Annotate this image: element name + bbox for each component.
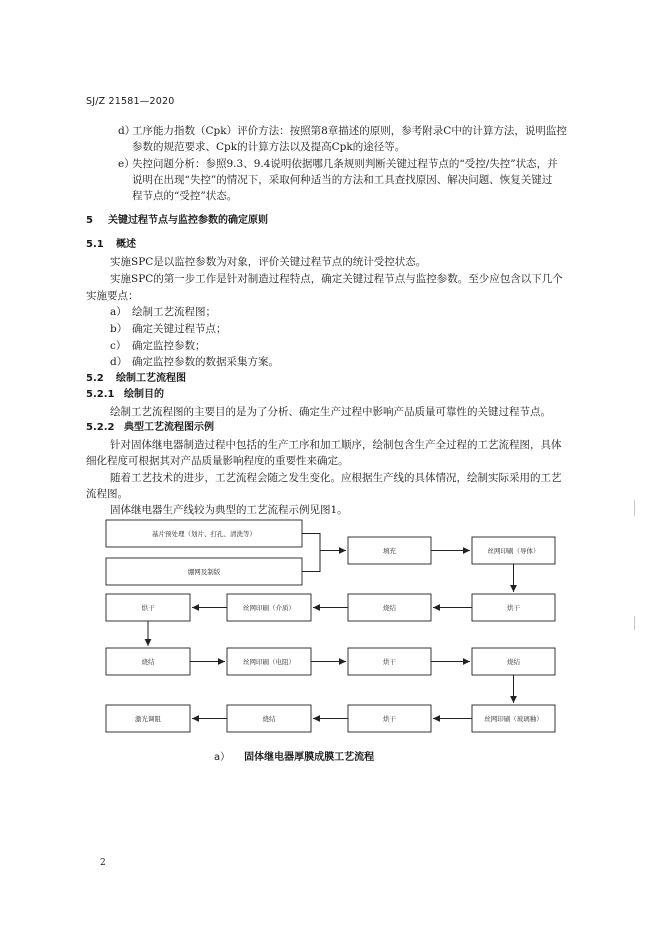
point-b-text: 确定关键过程节点；	[132, 323, 227, 335]
node-sinter-3	[472, 648, 555, 675]
section-5-2-2-para-3: 固体继电器生产线较为典型的工艺流程示例见图1。	[110, 504, 348, 516]
svg-text:烧结: 烧结	[383, 604, 396, 612]
section-5-2-2-para-1-line-1: 针对固体继电器制造过程中包括的生产工序和加工顺序，绘制包含生产全过程的工艺流程图，具体	[110, 439, 562, 451]
node-print-glaze	[472, 705, 555, 732]
node-dry-3	[348, 648, 431, 675]
figure-caption	[214, 748, 374, 763]
point-c-label: c）	[110, 340, 127, 352]
section-5-2-2-number: 5.2.2	[86, 422, 115, 433]
scan-edge-mark	[634, 500, 635, 516]
svg-text:绷网及制版: 绷网及制版	[187, 568, 221, 576]
svg-text:填充: 填充	[383, 547, 396, 555]
section-5-1-number: 5.1	[86, 239, 104, 250]
section-5-2-title: 绘制工艺流程图	[116, 373, 186, 384]
item-d-line-2: 参数的规范要求、Cpk的计算方法以及提高Cpk的途径等。	[132, 141, 406, 153]
point-a-text: 绘制工艺流程图；	[132, 306, 216, 318]
node-print-dielectric	[227, 594, 311, 621]
svg-text:丝网印刷（导体）: 丝网印刷（导体）	[487, 547, 540, 555]
svg-text:丝网印刷（玻璃釉）: 丝网印刷（玻璃釉）	[484, 715, 543, 723]
figure-caption-prefix: a）	[214, 752, 231, 763]
section-5-2-2-para-1-line-2: 细化程度可根据其对产品质量影响程度的重要性来确定。	[86, 455, 349, 467]
section-5-2-1-para: 绘制工艺流程图的主要目的是为了分析、确定生产过程中影响产品质量可靠性的关键过程节点。	[110, 406, 551, 418]
section-5-2-2-para-2-line-2: 流程图。	[86, 488, 128, 500]
node-print-conductor	[472, 537, 555, 564]
section-5-2-2-para-2-line-1: 随着工艺技术的进步，工艺流程会随之发生变化。应根据生产线的具体情况，绘制实际采用的工艺	[110, 472, 562, 484]
section-5-2-2-title: 典型工艺流程图示例	[124, 422, 214, 433]
section-5-1-para-2-line-2: 实施要点：	[86, 290, 139, 302]
item-e-line-3: 程节点的“受控”状态。	[132, 190, 238, 202]
svg-text:丝网印刷（介质）: 丝网印刷（介质）	[243, 604, 295, 612]
page-number: 2	[100, 858, 106, 868]
svg-text:基片预处理（划片、打孔、清洗等）: 基片预处理（划片、打孔、清洗等）	[152, 530, 256, 538]
node-dry-2	[472, 594, 555, 621]
section-5-number: 5	[86, 215, 93, 226]
connector-pretreat	[302, 534, 320, 551]
section-5-1-para-2-line-1: 实施SPC的第一步工作是针对制造过程特点，确定关键过程节点与监控参数。至少应包含以下几个	[110, 273, 563, 285]
node-fill	[348, 537, 431, 564]
svg-text:烘干: 烘干	[507, 604, 520, 612]
section-5-1-title: 概述	[116, 239, 136, 250]
item-e-line-1: 失控问题分析：参照9.3、9.4说明依据哪几条规则判断关键过程节点的“受控/失控”状态，并	[132, 158, 558, 170]
svg-text:烧结: 烧结	[507, 658, 520, 666]
svg-text:烘干: 烘干	[383, 658, 396, 666]
item-d-line-1: 工序能力指数（Cpk）评价方法：按照第8章描述的原则，参考附录C中的计算方法，说明监控	[132, 125, 567, 137]
section-5-2-number: 5.2	[86, 373, 104, 384]
node-substrate-pretreat	[106, 520, 302, 547]
item-d-label: d）	[118, 125, 136, 137]
node-dry-1	[106, 594, 190, 621]
section-5-title: 关键过程节点与监控参数的确定原则	[108, 215, 268, 226]
svg-text:烘干: 烘干	[141, 604, 155, 612]
point-d-text: 确定监控参数的数据采集方案。	[132, 356, 279, 368]
svg-text:烧结: 烧结	[262, 715, 276, 723]
node-screen-making	[106, 558, 302, 585]
section-5-1-para-1: 实施SPC是以监控参数为对象，评价关键过程节点的统计受控状态。	[110, 256, 427, 268]
section-5-2-1-title: 绘制目的	[124, 389, 164, 400]
section-5-2-1-number: 5.2.1	[86, 389, 115, 400]
figure-caption-title: 固体继电器厚膜成膜工艺流程	[244, 752, 375, 763]
node-sinter-4	[227, 705, 311, 732]
svg-text:烘干: 烘干	[383, 715, 396, 723]
point-d-label: d）	[110, 356, 128, 368]
svg-text:丝网印刷（电阻）: 丝网印刷（电阻）	[243, 658, 295, 666]
node-sinter-1	[348, 594, 431, 621]
node-print-resistor	[227, 648, 311, 675]
scan-edge-mark	[634, 616, 635, 630]
item-e-line-2: 说明在出现“失控”的情况下，采取何种适当的方法和工具查找原因、解决问题、恢复关键过	[132, 174, 553, 186]
point-b-label: b）	[110, 323, 128, 335]
standard-code: SJ/Z 21581—2020	[86, 96, 175, 107]
item-e-label: e）	[118, 158, 135, 170]
svg-text:激光调阻: 激光调阻	[135, 715, 161, 723]
point-a-label: a）	[110, 306, 127, 318]
node-laser-trim	[106, 705, 190, 732]
connector-screen	[302, 551, 320, 572]
point-c-text: 确定监控参数；	[132, 340, 206, 352]
node-sinter-2	[106, 648, 190, 675]
node-dry-4	[348, 705, 431, 732]
svg-text:烧结: 烧结	[141, 658, 155, 666]
